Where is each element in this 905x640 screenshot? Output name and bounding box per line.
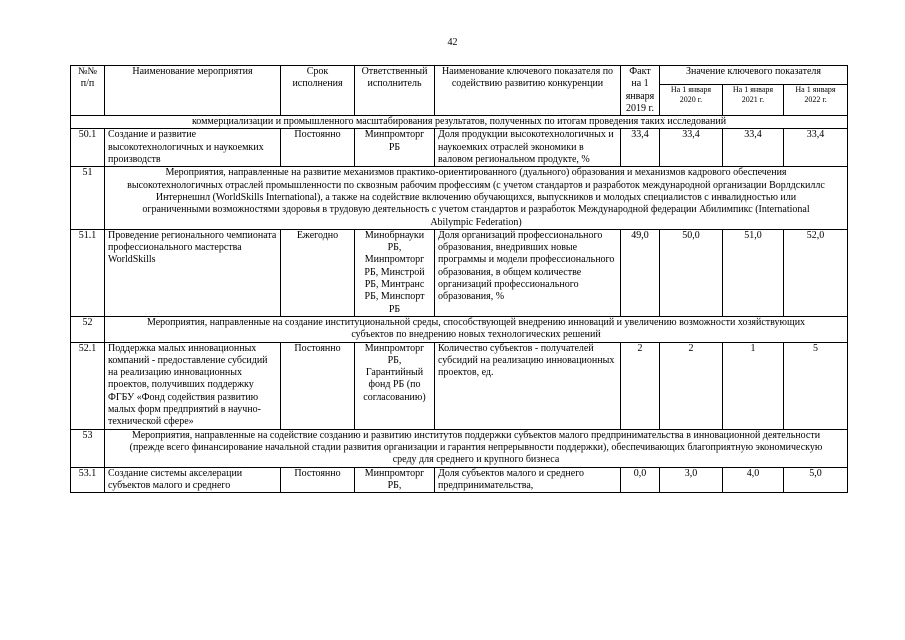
col-header-indicator: Наименование ключевого показателя по содействию развитию конкуренции (435, 66, 621, 116)
item-value-2021: 4,0 (723, 467, 784, 493)
item-value-2020: 2 (660, 342, 723, 429)
item-value-2020: 33,4 (660, 129, 723, 167)
item-term: Постоянно (281, 342, 355, 429)
item-responsible: Минпромторг РБ (355, 129, 435, 167)
col-header-name: Наименование мероприятия (105, 66, 281, 116)
col-header-term: Срок исполнения (281, 66, 355, 116)
item-name: Создание и развитие высокотехнологичных и наукоемких производств (105, 129, 281, 167)
item-value-2022: 33,4 (784, 129, 848, 167)
section-title: Мероприятия, направленные на развитие механизмов практико-ориентированного (дуального) образования и механизмов кадрового обеспечения высокотехнологичных отраслей промышленности по сквозным рабочим профессиям (с учетом стандартов и разработок международной организации Ворлдскиллс Интернешнл (WorldSkills International), а также на содействие включению обучающихся, выпускников и молодых специалистов с инвалидностью или ограниченными возможностями здоровья в трудовую деятельность с учетом стандартов и разработок Международной федерации Абилимпикс (International Abilympic Federation) (105, 167, 848, 229)
section-title: Мероприятия, направленные на создание институциональной среды, способствующей внедрению инноваций и увеличению возможности хозяйствующих субъектов по внедрению новых технологических решений (105, 316, 848, 342)
item-term: Постоянно (281, 467, 355, 493)
item-fact: 0,0 (621, 467, 660, 493)
section-title: Мероприятия, направленные на содействие созданию и развитию институтов поддержки субъектов малого предпринимательства в инновационной деятельности (прежде всего финансирование начальной стадии развития организации и гарантия непрерывности поддержки), обеспечивающих благоприятную экономическую среду для среднего и крупного бизнеса (105, 429, 848, 467)
item-fact: 33,4 (621, 129, 660, 167)
item-responsible: Минобрнауки РБ, Минпромторг РБ, Минстрой РБ, Минтранс РБ, Минспорт РБ (355, 229, 435, 316)
continuation-text: коммерциализации и промышленного масштабирования результатов, полученных по итогам проведения таких исследований (71, 116, 848, 129)
item-value-2020: 50,0 (660, 229, 723, 316)
item-value-2021: 1 (723, 342, 784, 429)
item-value-2022: 52,0 (784, 229, 848, 316)
item-name: Проведение регионального чемпионата профессионального мастерства WorldSkills (105, 229, 281, 316)
section-row (71, 316, 848, 342)
item-num: 53.1 (71, 467, 105, 493)
item-value-2021: 51,0 (723, 229, 784, 316)
col-header-2021: На 1 января 2021 г. (723, 85, 784, 116)
page-number: 42 (447, 37, 458, 48)
item-indicator: Доля продукции высокотехнологичных и наукоемких отраслей экономики в валовом региональном продукте, % (435, 129, 621, 167)
item-name: Поддержка малых инновационных компаний - предоставление субсидий на реализацию инновационных проектов, получивших поддержку ФГБУ «Фонд содействия развитию малых форм предприятий в научно-технической сфере» (105, 342, 281, 429)
item-fact: 2 (621, 342, 660, 429)
item-value-2021: 33,4 (723, 129, 784, 167)
table-row (71, 342, 848, 429)
competition-measures-table (70, 65, 848, 493)
item-fact: 49,0 (621, 229, 660, 316)
col-header-2022: На 1 января 2022 г. (784, 85, 848, 116)
section-num: 51 (71, 167, 105, 229)
item-responsible: Минпромторг РБ, Гарантийный фонд РБ (по согласованию) (355, 342, 435, 429)
section-num: 53 (71, 429, 105, 467)
item-value-2020: 3,0 (660, 467, 723, 493)
item-name: Создание системы акселерации субъектов малого и среднего (105, 467, 281, 493)
item-indicator: Количество субъектов - получателей субсидий на реализацию инновационных проектов, ед. (435, 342, 621, 429)
table-row (71, 467, 848, 493)
col-header-value-group: Значение ключевого показателя (660, 66, 848, 85)
col-header-fact: Факт на 1 января 2019 г. (621, 66, 660, 116)
item-num: 52.1 (71, 342, 105, 429)
col-header-responsible: Ответственный исполнитель (355, 66, 435, 116)
table-row (71, 129, 848, 167)
item-num: 51.1 (71, 229, 105, 316)
section-row (71, 429, 848, 467)
item-term: Ежегодно (281, 229, 355, 316)
item-value-2022: 5,0 (784, 467, 848, 493)
item-term: Постоянно (281, 129, 355, 167)
item-responsible: Минпромторг РБ, (355, 467, 435, 493)
continuation-row (71, 116, 848, 129)
table-row (71, 229, 848, 316)
item-value-2022: 5 (784, 342, 848, 429)
item-num: 50.1 (71, 129, 105, 167)
item-indicator: Доля субъектов малого и среднего предпринимательства, (435, 467, 621, 493)
header-row (71, 66, 848, 85)
section-row (71, 167, 848, 229)
item-indicator: Доля организаций профессионального образования, внедривших новые программы и модели профессионального образования, в общем количестве организаций профессионального образования, % (435, 229, 621, 316)
col-header-2020: На 1 января 2020 г. (660, 85, 723, 116)
section-num: 52 (71, 316, 105, 342)
col-header-num: №№ п/п (71, 66, 105, 116)
